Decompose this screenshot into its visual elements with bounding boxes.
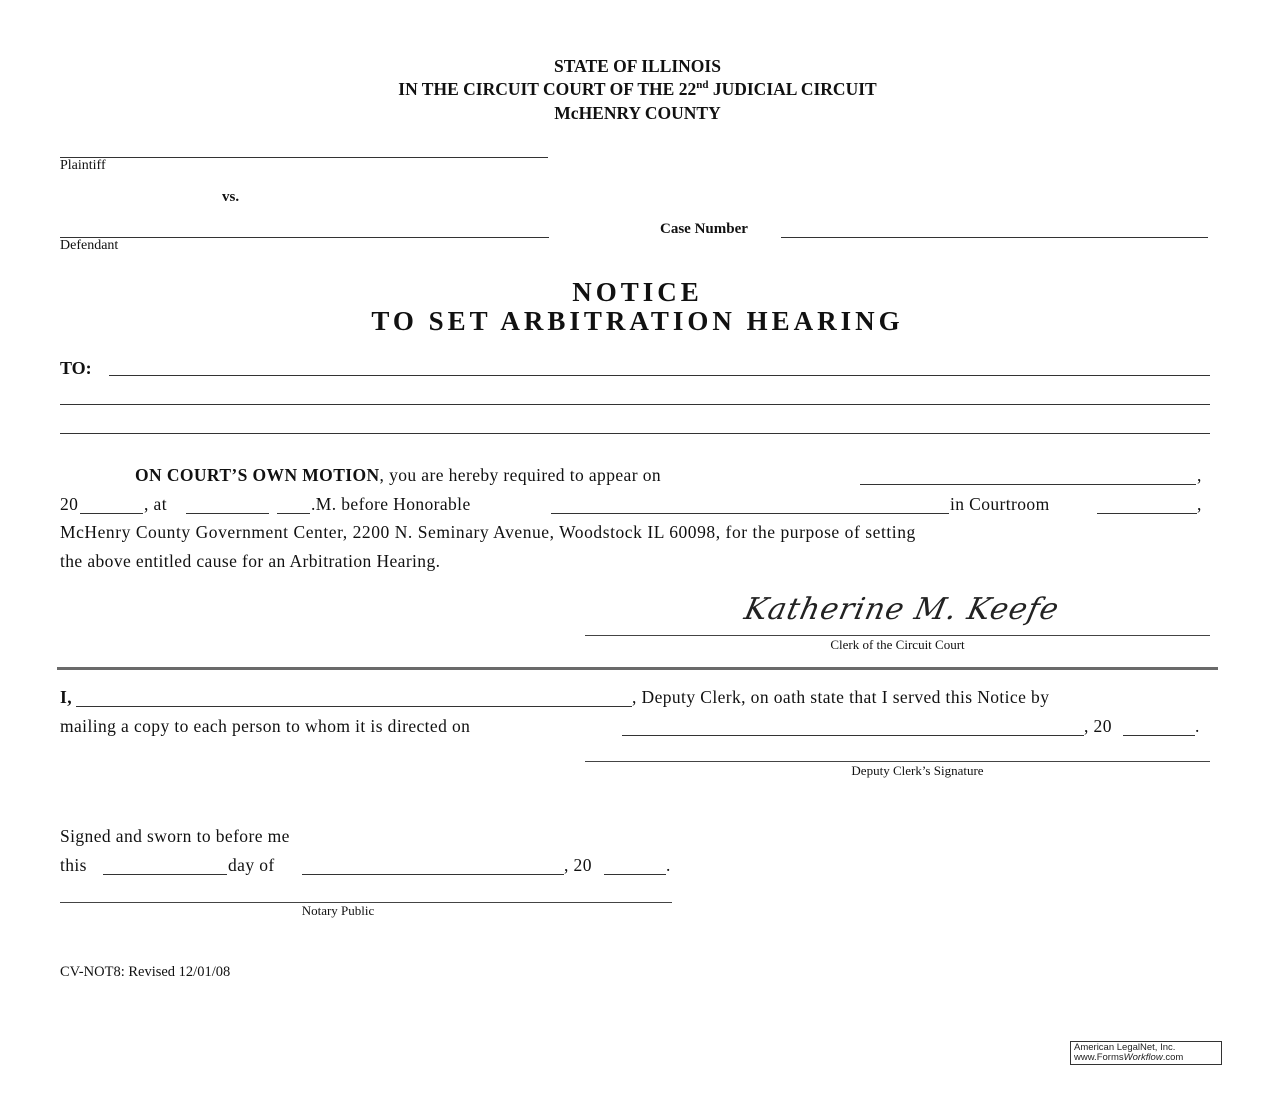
court-circuit-heading — [0, 79, 1275, 100]
courtroom-field[interactable] — [1097, 513, 1197, 514]
notice-body-line-1 — [135, 465, 661, 486]
service-period: . — [1195, 716, 1200, 736]
versus-label: vs. — [222, 189, 240, 205]
case-number-field[interactable] — [781, 237, 1208, 238]
circuit-heading-suffix: JUDICIAL CIRCUIT — [708, 79, 877, 99]
notary-day-field[interactable] — [103, 874, 227, 875]
hearing-year-field[interactable] — [80, 513, 143, 514]
circuit-heading-ordinal: nd — [696, 79, 709, 91]
courtroom-label: in Courtroom — [950, 494, 1050, 514]
ampm-field[interactable] — [277, 513, 310, 514]
to-line-3[interactable] — [60, 433, 1210, 434]
notice-title: NOTICE — [572, 277, 703, 307]
court-own-motion-lead: ON COURT’S OWN MOTION — [135, 465, 380, 485]
deputy-signature-label: Deputy Clerk’s Signature — [851, 763, 984, 778]
clerk-signature-image: Katherine M. Keefe — [741, 592, 1063, 627]
notice-body-purpose: the above entitled cause for an Arbitration Hearing. — [60, 551, 441, 571]
notary-sworn-text: Signed and sworn to before me — [60, 826, 290, 846]
line2-comma: , — [1197, 494, 1202, 514]
notary-year-prefix: , 20 — [564, 855, 592, 875]
year-prefix: 20 — [60, 494, 79, 514]
form-id-label: CV-NOT8: Revised 12/01/08 — [60, 964, 231, 980]
deputy-name-field[interactable] — [76, 706, 632, 707]
notary-signature-label: Notary Public — [301, 903, 375, 918]
line1-comma: , — [1197, 465, 1202, 485]
notice-body-address: McHenry County Government Center, 2200 N. Seminary Avenue, Woodstock IL 60098, for the purpose of setting — [60, 522, 916, 542]
clerk-signature-label: Clerk of the Circuit Court — [830, 637, 965, 652]
publisher-url — [1074, 1053, 1218, 1063]
clerk-signature-line — [585, 635, 1210, 636]
to-line-1[interactable] — [109, 375, 1210, 376]
notary-month-field[interactable] — [302, 874, 564, 875]
publisher-name: American LegalNet, Inc. — [1074, 1042, 1176, 1053]
deputy-signature-field[interactable] — [585, 761, 1210, 762]
at-label: , at — [144, 494, 167, 514]
notary-this-label: this — [60, 855, 87, 875]
to-line-2[interactable] — [60, 404, 1210, 405]
plaintiff-label: Plaintiff — [60, 158, 106, 173]
judge-name-field[interactable] — [551, 513, 949, 514]
before-honorable-label: .M. before Honorable — [311, 494, 471, 514]
defendant-field[interactable] — [60, 237, 549, 238]
url-italic-part: Workflow — [1123, 1052, 1163, 1063]
notary-day-of-label: day of — [228, 855, 275, 875]
case-number-label: Case Number — [660, 221, 748, 237]
section-divider — [57, 667, 1218, 670]
appear-on-text: , you are hereby required to appear on — [379, 465, 661, 485]
service-year-prefix: , 20 — [1084, 716, 1112, 736]
plaintiff-field[interactable] — [60, 157, 548, 158]
service-statement-text: , Deputy Clerk, on oath state that I served this Notice by — [632, 687, 1050, 707]
to-label: TO: — [60, 358, 92, 378]
appear-date-field[interactable] — [860, 484, 1196, 485]
notary-year-field[interactable] — [604, 874, 666, 875]
hearing-time-field[interactable] — [186, 513, 269, 514]
publisher-credit-box — [1070, 1041, 1222, 1065]
service-mailing-text: mailing a copy to each person to whom it is directed on — [60, 716, 471, 736]
url-prefix: www.Forms — [1074, 1052, 1124, 1063]
court-state-heading: STATE OF ILLINOIS — [554, 56, 721, 76]
notary-period: . — [666, 855, 671, 875]
defendant-label: Defendant — [60, 238, 119, 253]
service-year-field[interactable] — [1123, 735, 1195, 736]
service-date-field[interactable] — [622, 735, 1084, 736]
circuit-heading-prefix: IN THE CIRCUIT COURT OF THE 22 — [398, 79, 697, 99]
court-county-heading: McHENRY COUNTY — [554, 103, 721, 123]
notice-subtitle: TO SET ARBITRATION HEARING — [371, 306, 904, 336]
url-suffix: .com — [1162, 1052, 1184, 1063]
service-i-prefix: I, — [60, 687, 72, 707]
